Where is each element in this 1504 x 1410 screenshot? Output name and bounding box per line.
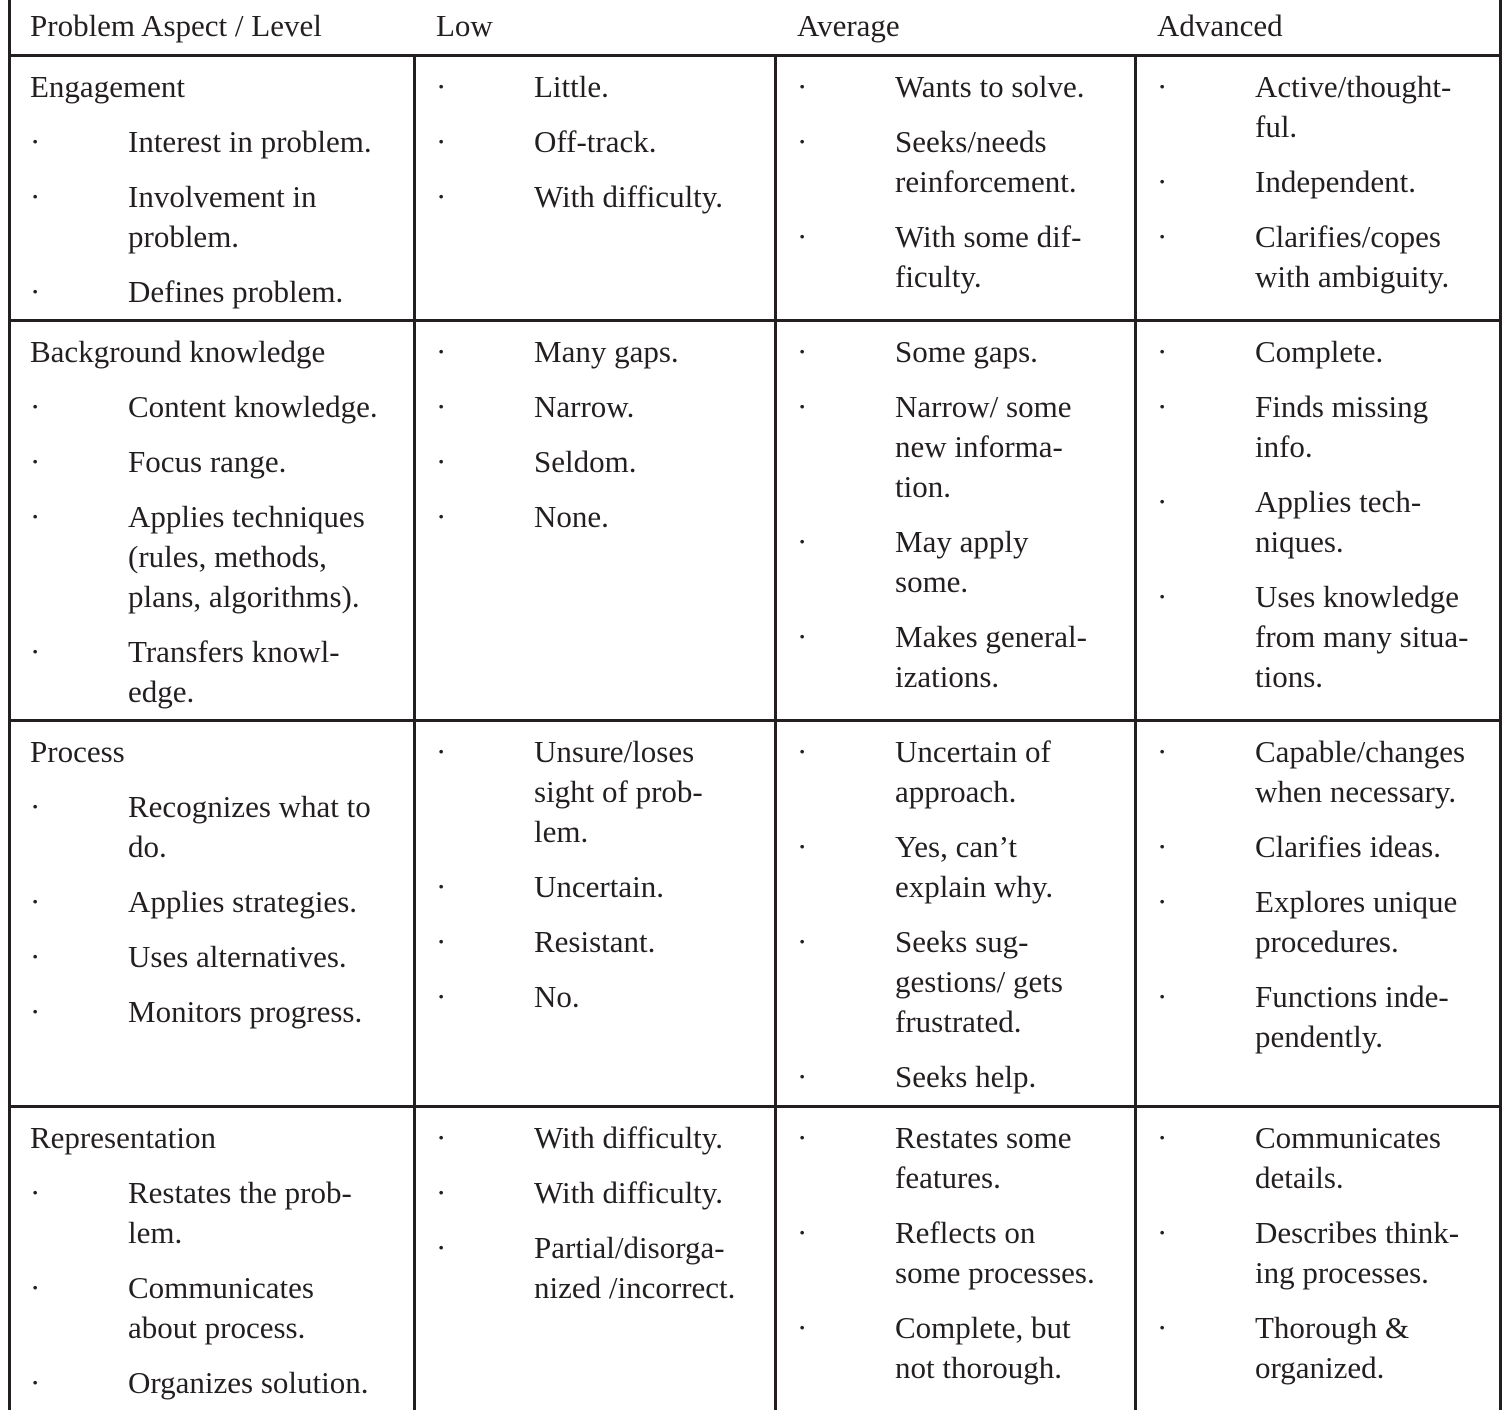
bullet-icon: · — [1157, 979, 1168, 1014]
bullet-icon: · — [1157, 334, 1168, 369]
bullet-icon: · — [436, 869, 447, 904]
level-descriptor-advanced: Clarifies/copes — [1255, 219, 1441, 254]
level-descriptor-average: not thorough. — [895, 1350, 1063, 1385]
column-header-2: Average — [797, 8, 900, 43]
level-descriptor-low: lem. — [534, 814, 589, 849]
bullet-icon: · — [30, 939, 41, 974]
level-descriptor-average: Narrow/ some — [895, 389, 1072, 424]
level-descriptor-average: approach. — [895, 774, 1017, 809]
level-descriptor-advanced: Describes think- — [1255, 1215, 1460, 1250]
row-divider — [8, 1105, 1502, 1108]
level-descriptor-advanced: info. — [1255, 429, 1313, 464]
bullet-icon: · — [797, 524, 808, 559]
aspect-title: Engagement — [30, 69, 185, 104]
level-descriptor-low: Seldom. — [534, 444, 637, 479]
bullet-icon: · — [1157, 484, 1168, 519]
bullet-icon: · — [30, 634, 41, 669]
level-descriptor-advanced: tions. — [1255, 659, 1324, 694]
bullet-icon: · — [1157, 1310, 1168, 1345]
aspect-title: Process — [30, 734, 125, 769]
level-descriptor-average: some processes. — [895, 1255, 1095, 1290]
bullet-icon: · — [797, 924, 808, 959]
row-divider — [8, 319, 1502, 322]
bullet-icon: · — [1157, 69, 1168, 104]
bullet-icon: · — [436, 1175, 447, 1210]
bullet-icon: · — [797, 124, 808, 159]
column-divider — [774, 55, 777, 1410]
level-descriptor-advanced: details. — [1255, 1160, 1344, 1195]
level-descriptor-advanced: organized. — [1255, 1350, 1385, 1385]
column-header-1: Low — [436, 8, 493, 43]
bullet-icon: · — [436, 444, 447, 479]
aspect-criterion: about process. — [128, 1310, 306, 1345]
aspect-criterion: problem. — [128, 219, 240, 254]
bullet-icon: · — [797, 1059, 808, 1094]
bullet-icon: · — [30, 389, 41, 424]
level-descriptor-average: tion. — [895, 469, 951, 504]
level-descriptor-average: Seeks/needs — [895, 124, 1047, 159]
bullet-icon: · — [797, 1310, 808, 1345]
aspect-criterion: Defines problem. — [128, 274, 344, 309]
bullet-icon: · — [1157, 579, 1168, 614]
aspect-criterion: Monitors progress. — [128, 994, 363, 1029]
level-descriptor-low: Partial/disorga- — [534, 1230, 725, 1265]
bullet-icon: · — [797, 619, 808, 654]
bullet-icon: · — [436, 179, 447, 214]
level-descriptor-advanced: Capable/changes — [1255, 734, 1466, 769]
aspect-criterion: lem. — [128, 1215, 183, 1250]
level-descriptor-low: sight of prob- — [534, 774, 703, 809]
aspect-criterion: plans, algorithms). — [128, 579, 360, 614]
aspect-criterion: Applies strategies. — [128, 884, 358, 919]
bullet-icon: · — [1157, 1215, 1168, 1250]
level-descriptor-low: With difficulty. — [534, 1175, 724, 1210]
level-descriptor-low: No. — [534, 979, 580, 1014]
aspect-criterion: Applies techniques — [128, 499, 365, 534]
level-descriptor-advanced: Active/thought- — [1255, 69, 1452, 104]
bullet-icon: · — [436, 499, 447, 534]
level-descriptor-average: frustrated. — [895, 1004, 1022, 1039]
aspect-criterion: Focus range. — [128, 444, 287, 479]
level-descriptor-advanced: Complete. — [1255, 334, 1384, 369]
aspect-criterion: Uses alternatives. — [128, 939, 347, 974]
level-descriptor-average: some. — [895, 564, 969, 599]
bullet-icon: · — [30, 1365, 41, 1400]
bullet-icon: · — [436, 334, 447, 369]
bullet-icon: · — [436, 69, 447, 104]
level-descriptor-average: explain why. — [895, 869, 1054, 904]
level-descriptor-average: gestions/ gets — [895, 964, 1063, 999]
bullet-icon: · — [1157, 734, 1168, 769]
bullet-icon: · — [1157, 389, 1168, 424]
bullet-icon: · — [30, 884, 41, 919]
bullet-icon: · — [30, 1270, 41, 1305]
level-descriptor-average: Complete, but — [895, 1310, 1071, 1345]
level-descriptor-average: izations. — [895, 659, 1000, 694]
bullet-icon: · — [1157, 829, 1168, 864]
bullet-icon: · — [797, 1120, 808, 1155]
level-descriptor-advanced: from many situa- — [1255, 619, 1469, 654]
bullet-icon: · — [1157, 164, 1168, 199]
level-descriptor-average: features. — [895, 1160, 1001, 1195]
aspect-criterion: Restates the prob- — [128, 1175, 352, 1210]
aspect-criterion: do. — [128, 829, 167, 864]
bullet-icon: · — [436, 1230, 447, 1265]
bullet-icon: · — [1157, 1120, 1168, 1155]
bullet-icon: · — [436, 389, 447, 424]
level-descriptor-average: With some dif- — [895, 219, 1082, 254]
aspect-criterion: Recognizes what to — [128, 789, 371, 824]
level-descriptor-low: Little. — [534, 69, 609, 104]
level-descriptor-average: Yes, can’t — [895, 829, 1018, 864]
level-descriptor-low: nized /incorrect. — [534, 1270, 736, 1305]
level-descriptor-average: Some gaps. — [895, 334, 1038, 369]
level-descriptor-low: Narrow. — [534, 389, 635, 424]
row-divider — [8, 54, 1502, 57]
bullet-icon: · — [30, 789, 41, 824]
bullet-icon: · — [30, 179, 41, 214]
bullet-icon: · — [797, 389, 808, 424]
bullet-icon: · — [436, 924, 447, 959]
level-descriptor-advanced: niques. — [1255, 524, 1344, 559]
level-descriptor-advanced: Communicates — [1255, 1120, 1441, 1155]
level-descriptor-low: Off-track. — [534, 124, 657, 159]
bullet-icon: · — [30, 499, 41, 534]
level-descriptor-average: Seeks help. — [895, 1059, 1037, 1094]
level-descriptor-low: None. — [534, 499, 609, 534]
bullet-icon: · — [436, 734, 447, 769]
level-descriptor-low: With difficulty. — [534, 1120, 724, 1155]
aspect-criterion: Organizes solution. — [128, 1365, 369, 1400]
bullet-icon: · — [797, 734, 808, 769]
level-descriptor-average: Reflects on — [895, 1215, 1036, 1250]
level-descriptor-low: Uncertain. — [534, 869, 664, 904]
aspect-title: Representation — [30, 1120, 216, 1155]
bullet-icon: · — [30, 1175, 41, 1210]
level-descriptor-advanced: Explores unique — [1255, 884, 1458, 919]
level-descriptor-average: May apply — [895, 524, 1029, 559]
level-descriptor-low: Many gaps. — [534, 334, 679, 369]
level-descriptor-advanced: Clarifies ideas. — [1255, 829, 1441, 864]
bullet-icon: · — [30, 274, 41, 309]
column-header-3: Advanced — [1157, 8, 1283, 43]
bullet-icon: · — [1157, 219, 1168, 254]
level-descriptor-average: Wants to solve. — [895, 69, 1085, 104]
column-divider — [1134, 55, 1137, 1410]
bullet-icon: · — [436, 979, 447, 1014]
bullet-icon: · — [1157, 884, 1168, 919]
level-descriptor-advanced: Finds missing — [1255, 389, 1429, 424]
bullet-icon: · — [436, 1120, 447, 1155]
aspect-criterion: Communicates — [128, 1270, 314, 1305]
column-divider — [413, 55, 416, 1410]
bullet-icon: · — [30, 994, 41, 1029]
level-descriptor-advanced: Uses knowledge — [1255, 579, 1460, 614]
level-descriptor-average: new informa- — [895, 429, 1063, 464]
row-divider — [8, 719, 1502, 722]
bullet-icon: · — [797, 829, 808, 864]
bullet-icon: · — [797, 334, 808, 369]
level-descriptor-low: With difficulty. — [534, 179, 724, 214]
level-descriptor-advanced: ing processes. — [1255, 1255, 1429, 1290]
level-descriptor-advanced: with ambiguity. — [1255, 259, 1450, 294]
bullet-icon: · — [797, 219, 808, 254]
level-descriptor-average: reinforcement. — [895, 164, 1077, 199]
level-descriptor-low: Resistant. — [534, 924, 656, 959]
level-descriptor-average: Makes general- — [895, 619, 1087, 654]
aspect-criterion: Transfers knowl- — [128, 634, 340, 669]
aspect-criterion: edge. — [128, 674, 195, 709]
level-descriptor-average: Seeks sug- — [895, 924, 1029, 959]
level-descriptor-average: ficulty. — [895, 259, 982, 294]
level-descriptor-average: Restates some — [895, 1120, 1072, 1155]
bullet-icon: · — [30, 444, 41, 479]
aspect-criterion: Content knowledge. — [128, 389, 378, 424]
level-descriptor-low: Unsure/loses — [534, 734, 695, 769]
level-descriptor-advanced: Thorough & — [1255, 1310, 1410, 1345]
aspect-criterion: Interest in problem. — [128, 124, 372, 159]
aspect-title: Background knowledge — [30, 334, 326, 369]
level-descriptor-advanced: pendently. — [1255, 1019, 1383, 1054]
level-descriptor-advanced: Functions inde- — [1255, 979, 1449, 1014]
bullet-icon: · — [436, 124, 447, 159]
bullet-icon: · — [797, 69, 808, 104]
level-descriptor-average: Uncertain of — [895, 734, 1051, 769]
aspect-criterion: (rules, methods, — [128, 539, 327, 574]
level-descriptor-advanced: procedures. — [1255, 924, 1399, 959]
bullet-icon: · — [30, 124, 41, 159]
level-descriptor-advanced: Applies tech- — [1255, 484, 1422, 519]
column-header-0: Problem Aspect / Level — [30, 8, 322, 43]
aspect-criterion: Involvement in — [128, 179, 317, 214]
level-descriptor-advanced: when necessary. — [1255, 774, 1457, 809]
level-descriptor-advanced: Independent. — [1255, 164, 1416, 199]
bullet-icon: · — [797, 1215, 808, 1250]
level-descriptor-advanced: ful. — [1255, 109, 1298, 144]
